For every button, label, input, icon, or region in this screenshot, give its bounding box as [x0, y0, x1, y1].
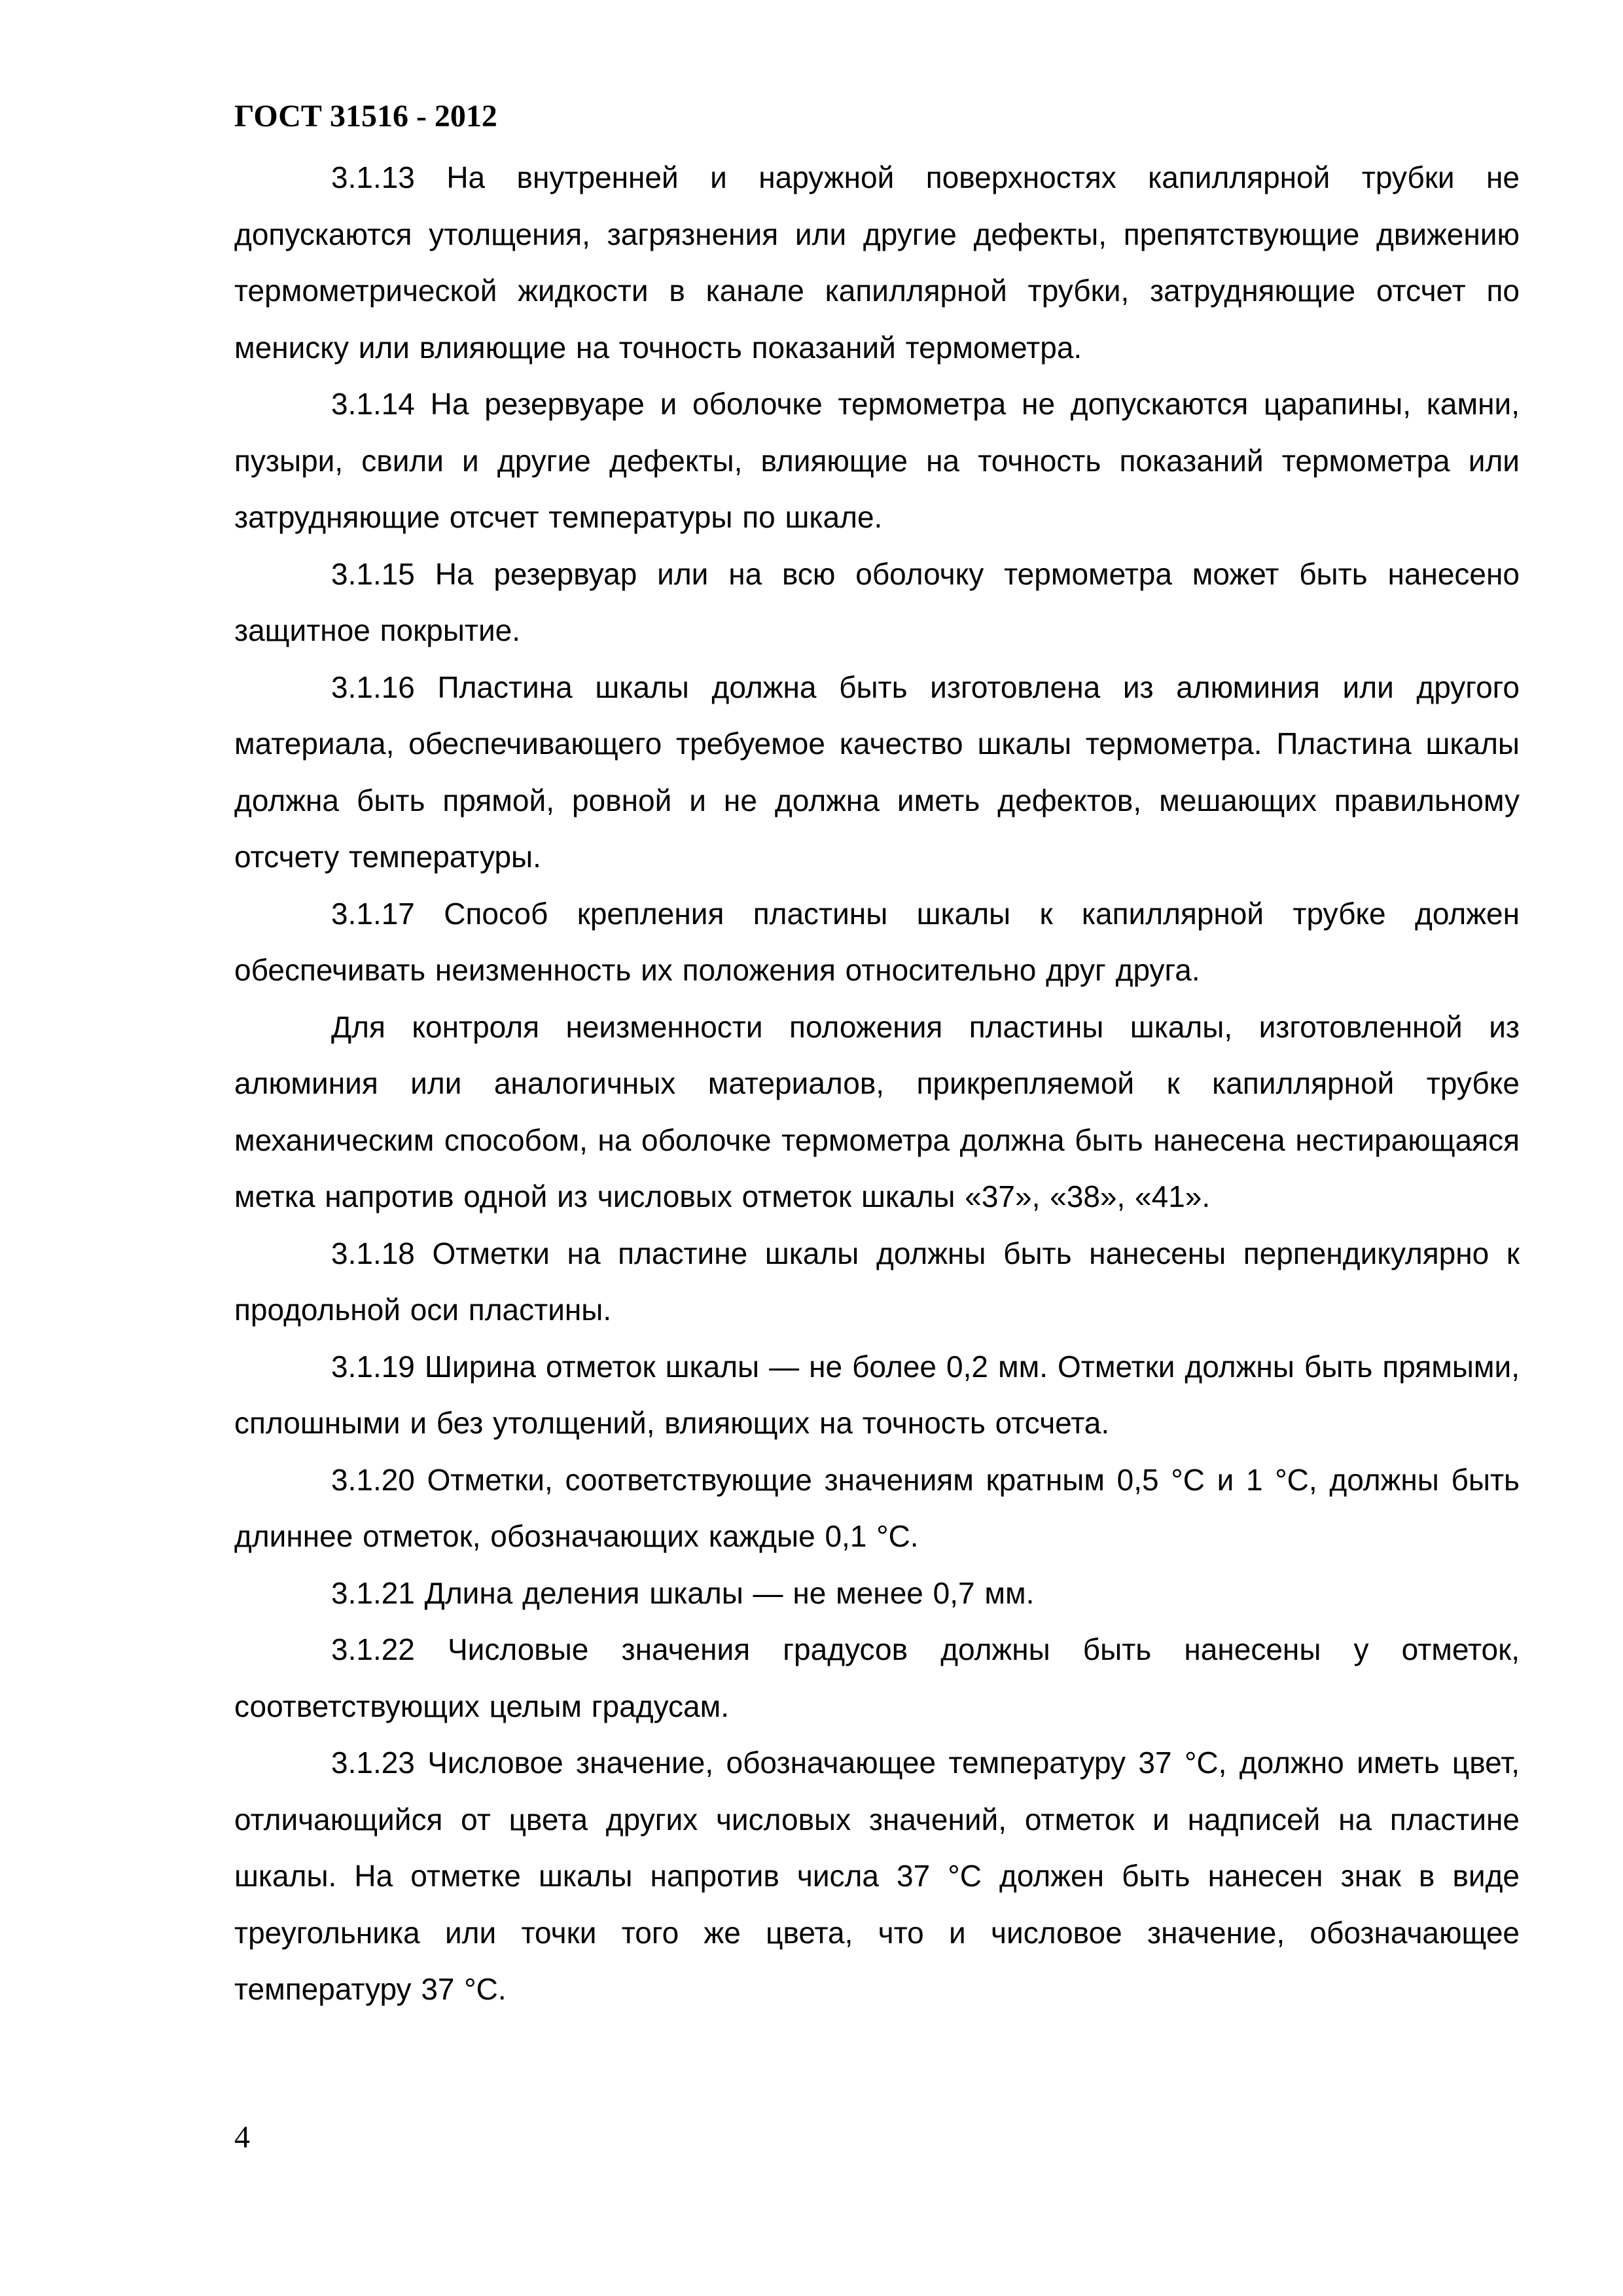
- clause-3-1-17-control: Для контроля неизменности положения пластины шкалы, изготовленной из алюминия или аналогичных материалов, прикрепляемой к капиллярной трубке механическим способом, на оболочке термометра должна быть нанесена нестирающаяся метка напротив одной из числовых отметок шкалы «37», «38», «41».: [234, 1009, 1520, 1213]
- clause-3-1-22: 3.1.22 Числовые значения градусов должны быть нанесены у отметок, соответствующих целым градусам.: [234, 1632, 1520, 1723]
- clause-3-1-13: 3.1.13 На внутренней и наружной поверхностях капиллярной трубки не допускаются утолщения, загрязнения или другие дефекты, препятствующие движению термометрической жидкости в канале капиллярной трубки, затрудняющие отсчет по мениску или влияющие на точность показаний термометра.: [234, 160, 1520, 365]
- page-number: 4: [234, 2120, 250, 2155]
- clause-3-1-20: 3.1.20 Отметки, соответствующие значениям кратным 0,5 °С и 1 °С, должны быть длиннее отметок, обозначающих каждые 0,1 °С.: [234, 1462, 1520, 1553]
- document-body: [234, 149, 1520, 2018]
- clause-3-1-21: 3.1.21 Длина деления шкалы — не менее 0,7 мм.: [331, 1575, 1035, 1610]
- clause-3-1-18: 3.1.18 Отметки на пластине шкалы должны быть нанесены перпендикулярно к продольной оси пластины.: [234, 1236, 1520, 1327]
- clause-3-1-15: 3.1.15 На резервуар или на всю оболочку термометра может быть нанесено защитное покрытие.: [234, 556, 1520, 647]
- clause-3-1-17: 3.1.17 Способ крепления пластины шкалы к капиллярной трубке должен обеспечивать неизменность их положения относительно друг друга.: [234, 896, 1520, 987]
- clause-3-1-16: 3.1.16 Пластина шкалы должна быть изготовлена из алюминия или другого материала, обеспечивающего требуемое качество шкалы термометра. Пластина шкалы должна быть прямой, ровной и не должна иметь дефектов, мешающих правильному отсчету температуры.: [234, 670, 1520, 874]
- clause-3-1-23: 3.1.23 Числовое значение, обозначающее температуру 37 °С, должно иметь цвет, отличающийся от цвета других числовых значений, отметок и надписей на пластине шкалы. На отметке шкалы напротив числа 37 °С должен быть нанесен знак в виде треугольника или точки того же цвета, что и числовое значение, обозначающее температуру 37 °С.: [234, 1746, 1520, 2006]
- clause-3-1-14: 3.1.14 На резервуаре и оболочке термометра не допускаются царапины, камни, пузыри, свили и другие дефекты, влияющие на точность показаний термометра или затрудняющие отсчет температуры по шкале.: [234, 387, 1520, 534]
- clause-3-1-19: 3.1.19 Ширина отметок шкалы — не более 0,2 мм. Отметки должны быть прямыми, сплошными и без утолщений, влияющих на точность отсчета.: [234, 1349, 1520, 1440]
- standard-header: ГОСТ 31516 - 2012: [234, 99, 497, 134]
